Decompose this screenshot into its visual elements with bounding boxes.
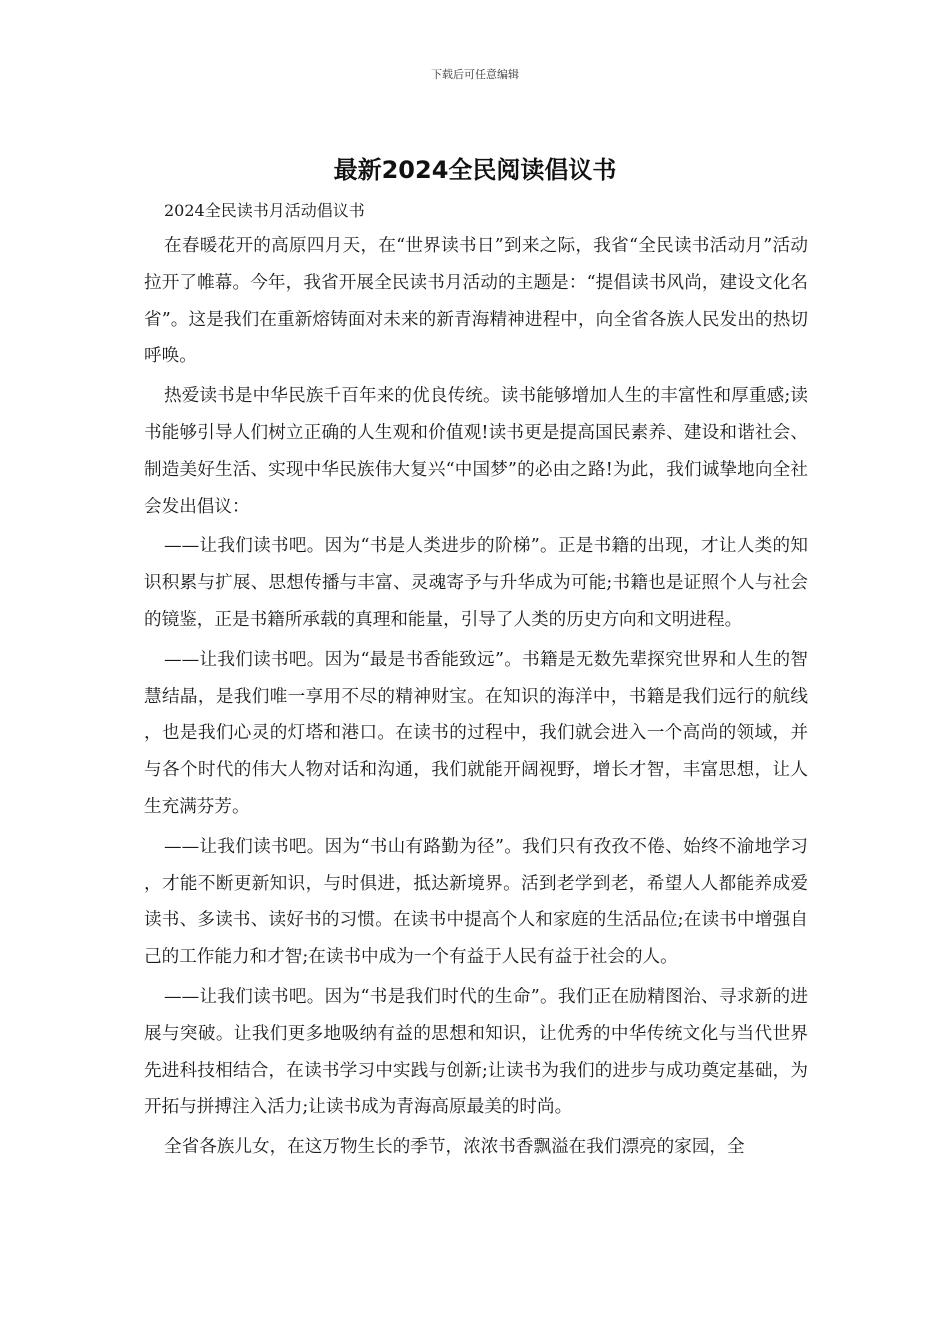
paragraph-proposal-3: ——让我们读书吧。因为“书山有路勤为径”。我们只有孜孜不倦、始终不渝地学习，才能不断更新知识，与时俱进，抵达新境界。活到老学到老，希望人人都能养成爱读书、多读书、读好书的习惯。在读书中提高个人和家庭的生活品位;在读书中增强自己的工作能力和才智;在读书中成为一个有益于人民有益于社会的人。 bbox=[144, 836, 808, 968]
paragraph-proposal-2: ——让我们读书吧。因为“最是书香能致远”。书籍是无数先辈探究世界和人生的智慧结晶，是我们唯一享用不尽的精神财宝。在知识的海洋中，书籍是我们远行的航线，也是我们心灵的灯塔和港口。在读书的过程中，我们就会进入一个高尚的领域，并与各个时代的伟大人物对话和沟通，我们就能开阔视野，增长才智，丰富思想，让人生充满芬芳。 bbox=[144, 649, 808, 817]
paragraph-proposal-1: ——让我们读书吧。因为“书是人类进步的阶梯”。正是书籍的出现，才让人类的知识积累与扩展、思想传播与丰富、灵魂寄予与升华成为可能;书籍也是证照个人与社会的镜鉴，正是书籍所承载的真理和能量，引导了人类的历史方向和文明进程。 bbox=[144, 536, 808, 630]
document-title: 最新2024全民阅读倡议书 bbox=[333, 156, 617, 184]
paragraph-proposal-4: ——让我们读书吧。因为“书是我们时代的生命”。我们正在励精图治、寻求新的进展与突破。让我们更多地吸纳有益的思想和知识，让优秀的中华传统文化与当代世界先进科技相结合，在读书学习中实践与创新;让读书为我们的进步与成功奠定基础，为开拓与拼搏注入活力;让读书成为青海高原最美的时尚。 bbox=[144, 986, 808, 1118]
document-subtitle: 2024全民读书月活动倡议书 bbox=[164, 201, 365, 220]
paragraph-closing: 全省各族儿女，在这万物生长的季节，浓浓书香飘溢在我们漂亮的家园，全 bbox=[164, 1137, 745, 1158]
document-body bbox=[144, 194, 808, 1169]
paragraph-intro: 在春暖花开的高原四月天，在“世界读书日”到来之际，我省“全民读书活动月”活动拉开了帷幕。今年，我省开展全民读书月活动的主题是：“提倡读书风尚，建设文化名省”。这是我们在重新熔铸面对未来的新青海精神进程中，向全省各族人民发出的热切呼唤。 bbox=[144, 236, 808, 367]
paragraph-tradition: 热爱读书是中华民族千百年来的优良传统。读书能够增加人生的丰富性和厚重感;读书能够引导人们树立正确的人生观和价值观!读书更是提高国民素养、建设和谐社会、制造美好生活、实现中华民族伟大复兴“中国梦”的必由之路!为此，我们诚挚地向全社会发出倡议： bbox=[144, 386, 808, 517]
header-note: 下载后可任意编辑 bbox=[431, 68, 519, 81]
